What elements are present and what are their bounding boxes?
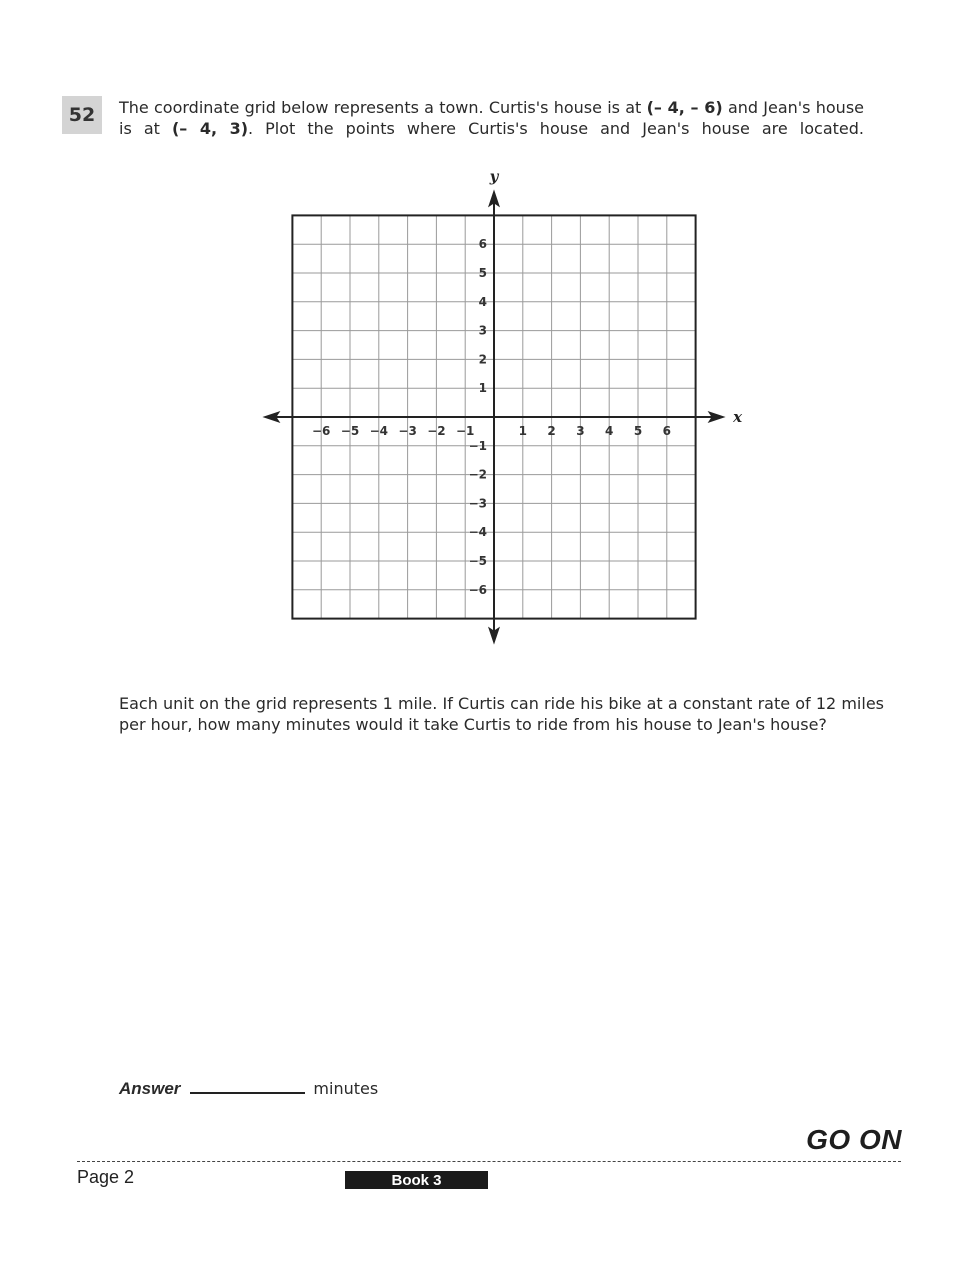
answer-row bbox=[119, 1076, 378, 1099]
x-tick-label: 3 bbox=[576, 424, 585, 438]
x-tick-label: 4 bbox=[605, 424, 614, 438]
y-tick-label: −3 bbox=[468, 496, 487, 511]
y-tick-label: 1 bbox=[478, 381, 487, 396]
y-tick-label: −6 bbox=[468, 582, 487, 597]
y-tick-label: −2 bbox=[468, 467, 487, 482]
prompt-text-3: . Plot the points where Curtis's house and Jean's house are located. bbox=[248, 119, 864, 138]
prompt-text-2: and Jean's house is at bbox=[119, 98, 865, 138]
x-tick-label: 2 bbox=[547, 424, 556, 438]
y-tick-label: −1 bbox=[468, 438, 487, 453]
x-tick-label: −5 bbox=[340, 424, 360, 438]
x-tick-label: −6 bbox=[311, 424, 331, 438]
y-tick-label: −5 bbox=[468, 554, 487, 568]
answer-blank[interactable] bbox=[190, 1076, 305, 1094]
y-tick-label: 5 bbox=[478, 266, 487, 280]
answer-label: Answer bbox=[119, 1079, 181, 1098]
x-tick-label: −4 bbox=[369, 424, 389, 438]
x-tick-label: −1 bbox=[455, 424, 475, 438]
book-label: Book 3 bbox=[345, 1171, 488, 1189]
x-tick-label: 5 bbox=[633, 424, 643, 438]
go-on-label: GO ON bbox=[806, 1124, 902, 1155]
answer-units: minutes bbox=[313, 1079, 379, 1098]
y-axis-label: y bbox=[489, 167, 499, 186]
footer-divider bbox=[77, 1161, 901, 1162]
page-number: Page 2 bbox=[77, 1167, 135, 1187]
x-tick-label: 1 bbox=[518, 424, 527, 438]
x-tick-label: −3 bbox=[398, 424, 417, 438]
y-tick-label: 6 bbox=[478, 237, 487, 252]
question-number: 52 bbox=[62, 96, 102, 134]
x-tick-label: 6 bbox=[662, 424, 671, 438]
y-tick-label: 3 bbox=[478, 323, 487, 338]
curtis-coordinates: (– 4, – 6) bbox=[646, 98, 723, 117]
x-axis-label: x bbox=[733, 408, 743, 426]
followup-question: Each unit on the grid represents 1 mile. If Curtis can ride his bike at a constant rate of 12 miles per hour, how many minutes would it take Curtis to ride from his house to Jean's house? bbox=[119, 694, 884, 734]
jean-coordinates: (– 4, 3) bbox=[171, 119, 249, 138]
prompt-text-1: The coordinate grid below represents a town. Curtis's house is at bbox=[119, 98, 647, 117]
y-tick-label: −4 bbox=[468, 525, 487, 540]
y-tick-label: 4 bbox=[478, 294, 487, 309]
x-tick-label: −2 bbox=[427, 424, 446, 438]
y-tick-label: 2 bbox=[478, 352, 487, 367]
